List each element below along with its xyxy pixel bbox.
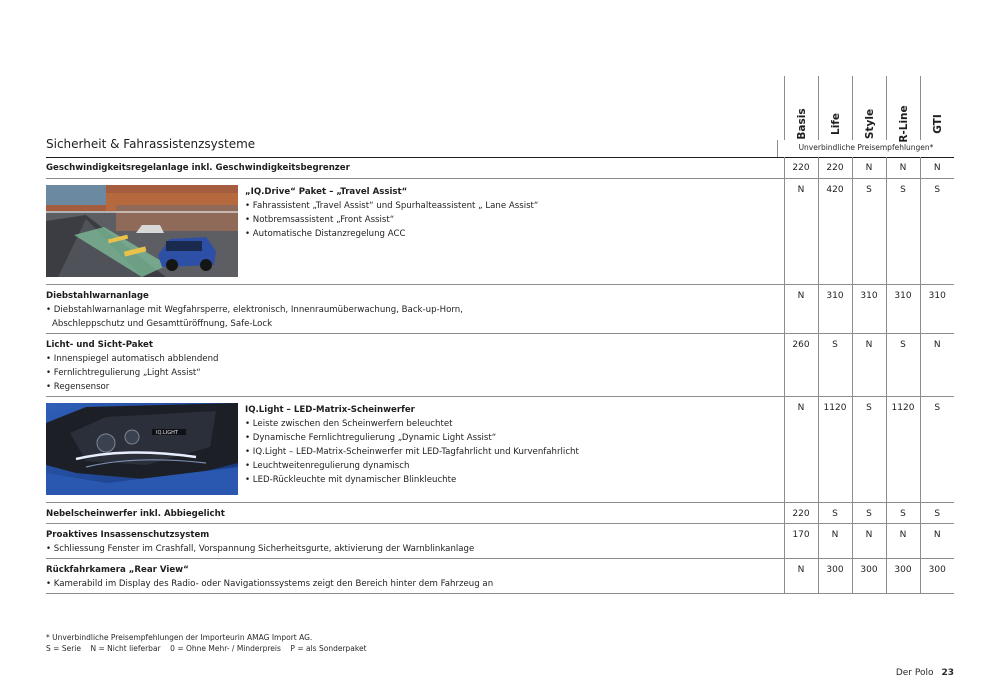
- table-cell: S: [886, 333, 920, 396]
- footer-label: Der Polo: [895, 668, 934, 678]
- document-page: [46, 0, 954, 700]
- column-header-gti: GTI: [920, 76, 954, 140]
- table-cell: S: [920, 178, 954, 284]
- list-item: • Automatische Distanzregelung ACC: [245, 228, 406, 239]
- table-cell: S: [818, 502, 852, 523]
- page-footer: [896, 668, 954, 678]
- table-cell: S: [920, 502, 954, 523]
- table-cell: N: [852, 523, 886, 558]
- table-row: [46, 333, 954, 396]
- table-cell: S: [920, 396, 954, 502]
- table-cell: N: [784, 284, 818, 333]
- list-item: • LED-Rückleuchte mit dynamischer Blinkleuchte: [245, 474, 457, 485]
- table-cell: S: [852, 396, 886, 502]
- page-number: 23: [941, 668, 954, 678]
- list-item: • Kamerabild im Display des Radio- oder Navigationssystems zeigt den Bereich hinter dem Fahrzeug an: [46, 578, 494, 589]
- table-row: [46, 558, 954, 593]
- table-cell: N: [784, 558, 818, 593]
- table-row: [46, 178, 954, 284]
- list-item: • Fahrassistent „Travel Assist“ und Spurhalteassistent „ Lane Assist“: [245, 200, 539, 211]
- table-cell: 300: [818, 558, 852, 593]
- table-cell: N: [886, 523, 920, 558]
- table-cell: S: [852, 502, 886, 523]
- row-title: Licht- und Sicht-Paket: [46, 339, 153, 350]
- footnote-legend: S = Serie N = Nicht lieferbar 0 = Ohne Mehr- / Minderpreis P = als Sonderpaket: [46, 644, 367, 653]
- table-cell: S: [818, 333, 852, 396]
- table-cell: 310: [886, 284, 920, 333]
- svg-text:IQ.LIGHT: IQ.LIGHT: [156, 429, 178, 436]
- column-header-rline: R-Line: [886, 76, 920, 140]
- row-title: Nebelscheinwerfer inkl. Abbiegelicht: [46, 508, 225, 519]
- table-cell: N: [920, 333, 954, 396]
- list-item: • Leiste zwischen den Scheinwerfern beleuchtet: [245, 418, 453, 429]
- price-note: Unverbindliche Preisempfehlungen*: [777, 140, 954, 157]
- section-header-row: [46, 137, 954, 158]
- table-cell: S: [886, 502, 920, 523]
- list-item: • Innenspiegel automatisch abblendend: [46, 353, 219, 364]
- table-cell: 170: [784, 523, 818, 558]
- table-cell: 310: [852, 284, 886, 333]
- row-title: IQ.Light – LED-Matrix-Scheinwerfer: [245, 404, 415, 415]
- trim-column-headers: [784, 76, 954, 143]
- table-cell: 1120: [818, 396, 852, 502]
- table-cell: S: [852, 178, 886, 284]
- row-title: Proaktives Insassenschutzsystem: [46, 529, 210, 540]
- list-item: • Schliessung Fenster im Crashfall, Vorspannung Sicherheitsgurte, aktivierung der Warnblinkanlage: [46, 543, 475, 554]
- row-title: Diebstahlwarnanlage: [46, 290, 149, 301]
- table-cell: 220: [784, 502, 818, 523]
- table-cell: N: [920, 523, 954, 558]
- column-header-life: Life: [818, 76, 852, 140]
- table-row: [46, 502, 954, 523]
- table-row: [46, 157, 954, 178]
- list-item: • Notbremsassistent „Front Assist“: [245, 214, 395, 225]
- list-item: • Dynamische Fernlichtregulierung „Dynamic Light Assist“: [245, 432, 497, 443]
- row-title: „IQ.Drive“ Paket – „Travel Assist“: [245, 186, 408, 197]
- table-cell: N: [852, 157, 886, 178]
- column-header-style: Style: [852, 76, 886, 140]
- row-title: Rückfahrkamera „Rear View“: [46, 564, 189, 575]
- footnote: [46, 632, 367, 654]
- list-item: • Leuchtweitenregulierung dynamisch: [245, 460, 410, 471]
- table-row: [46, 523, 954, 558]
- table-cell: N: [852, 333, 886, 396]
- table-row: [46, 284, 954, 333]
- table-cell: 220: [818, 157, 852, 178]
- list-item: • IQ.Light – LED-Matrix-Scheinwerfer mit LED-Tagfahrlicht und Kurvenfahrlicht: [245, 446, 579, 457]
- table-cell: N: [920, 157, 954, 178]
- table-cell: S: [886, 178, 920, 284]
- headlight-photo: [46, 403, 238, 500]
- table-cell: 260: [784, 333, 818, 396]
- table-cell: N: [784, 178, 818, 284]
- table-cell: 310: [818, 284, 852, 333]
- footnote-line: * Unverbindliche Preisempfehlungen der Importeurin AMAG Import AG.: [46, 633, 313, 642]
- table-cell: N: [784, 396, 818, 502]
- table-cell: 310: [920, 284, 954, 333]
- table-cell: N: [886, 157, 920, 178]
- table-cell: 220: [784, 157, 818, 178]
- table-cell: 1120: [886, 396, 920, 502]
- feature-table: [46, 157, 954, 594]
- list-item: • Fernlichtregulierung „Light Assist“: [46, 367, 201, 378]
- section-title: Sicherheit & Fahrassistenzsysteme: [46, 137, 256, 151]
- row-title: Geschwindigkeitsregelanlage inkl. Geschwindigkeitsbegrenzer: [46, 163, 350, 173]
- table-cell: 420: [818, 178, 852, 284]
- road-traffic-photo: [46, 185, 238, 282]
- table-cell: N: [818, 523, 852, 558]
- column-header-basis: Basis: [784, 76, 818, 140]
- list-item: Abschleppschutz und Gesamttüröffnung, Safe-Lock: [52, 318, 273, 329]
- list-item: • Regensensor: [46, 381, 110, 392]
- list-item: • Diebstahlwarnanlage mit Wegfahrsperre, elektronisch, Innenraumüberwachung, Back-up-Horn,: [46, 304, 463, 315]
- table-row: [46, 396, 954, 502]
- table-cell: 300: [886, 558, 920, 593]
- table-cell: 300: [852, 558, 886, 593]
- table-cell: 300: [920, 558, 954, 593]
